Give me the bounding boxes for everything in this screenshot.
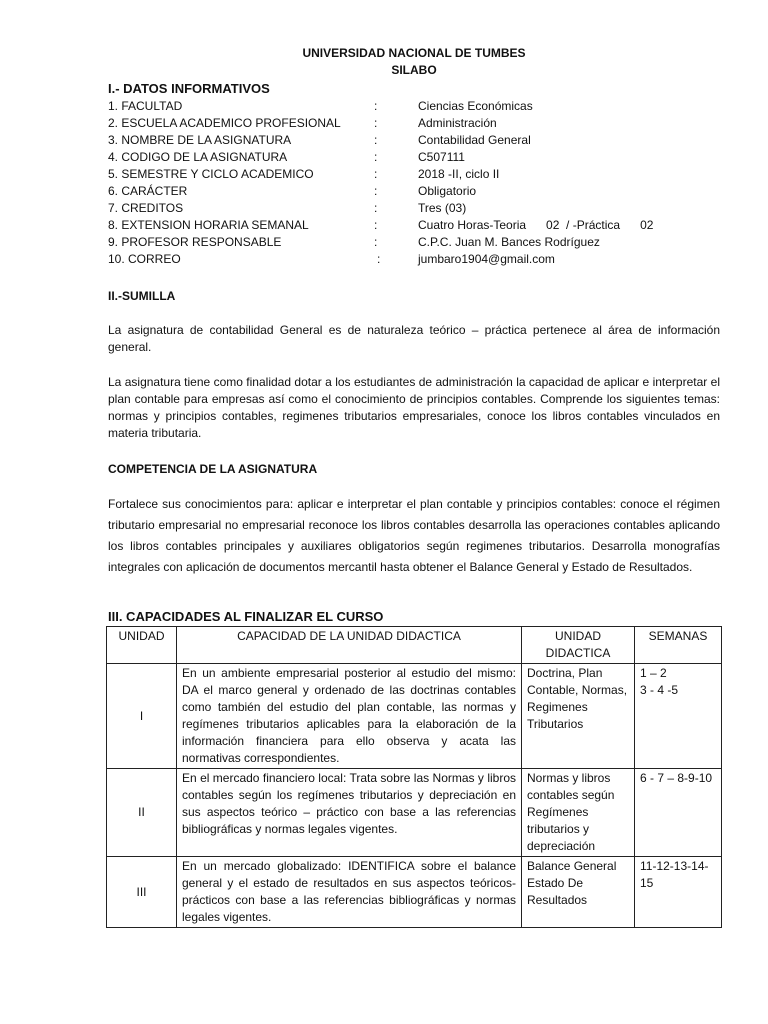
column-header-semanas: SEMANAS [635,627,722,664]
sumilla-paragraph-1: La asignatura de contabilidad General es de naturaleza teórico – práctica pertenece al área de información general. [108,323,720,354]
semanas-line: 11-12-13-14-15 [640,859,709,890]
info-separator: : [374,201,378,215]
info-label: 7. CREDITOS [108,201,184,215]
info-separator: : [374,184,378,198]
cell-capacidad: En un mercado globalizado: IDENTIFICA sobre el balance general y el estado de resultados en sus aspectos teóricos-prácticos con base a las referencias bibliográficas y normas legales vigentes. [177,857,522,928]
document-type: SILABO [391,63,437,77]
info-value: Ciencias Económicas [418,99,533,113]
info-value: Cuatro Horas-Teoria 02 / -Práctica 02 [418,218,654,232]
info-label: 3. NOMBRE DE LA ASIGNATURA [108,133,292,147]
info-value: Obligatorio [418,184,477,198]
info-separator: : [374,218,378,232]
info-label: 10. CORREO [108,252,181,266]
info-separator: : [377,252,381,266]
column-header-unidad-didactica: UNIDAD DIDACTICA [522,627,635,664]
cell-didactica: Doctrina, Plan Contable, Normas, Regimenes Tributarios [522,664,635,769]
competencia-heading: COMPETENCIA DE LA ASIGNATURA [108,462,318,476]
university-title: UNIVERSIDAD NACIONAL DE TUMBES [302,46,526,60]
column-header-unidad: UNIDAD [107,627,177,664]
semanas-line: 6 - 7 – 8-9-10 [640,771,713,785]
email-value: jumbaro1904@gmail.com [418,252,555,266]
cell-semanas [635,769,722,857]
competencia-text: Fortalece sus conocimientos para: aplicar e interpretar el plan contable y principios contables: conoce el régimen tributario empresarial no empresarial reconoce los libros contables desarrolla las operaciones contables aplicando los libros contables principales y auxiliares obligatorios según regimenes tributarios. Desarrolla monografías integrales con aplicación de documentos mercantil hasta obtener el Balance General y Estado de Resultados. [108,497,720,574]
cell-semanas [635,664,722,769]
capacidades-heading: III. CAPACIDADES AL FINALIZAR EL CURSO [108,609,384,624]
info-value: C.P.C. Juan M. Bances Rodríguez [418,235,600,249]
info-label: 9. PROFESOR RESPONSABLE [108,235,282,249]
info-separator: : [374,235,378,249]
info-separator: : [374,99,378,113]
table-row [107,857,722,928]
info-separator: : [374,133,378,147]
info-value: Contabilidad General [418,133,531,147]
table-row [107,769,722,857]
info-label: 2. ESCUELA ACADEMICO PROFESIONAL [108,116,341,130]
info-separator: : [374,116,378,130]
info-label: 8. EXTENSION HORARIA SEMANAL [108,218,309,232]
cell-didactica: Balance General Estado De Resultados [522,857,635,928]
cell-capacidad: En un ambiente empresarial posterior al estudio del mismo: DA el marco general y ordenado de las doctrinas contables como también del estudio del plan contable, las normas y regímenes tributarios aplicables para la elaboración de la información financiera para ello observa y acata las normativas correspondientes. [177,664,522,769]
datos-heading: I.- DATOS INFORMATIVOS [108,81,270,96]
cell-unidad: I [107,664,177,769]
info-separator: : [374,167,378,181]
table-header-row [107,627,722,664]
column-header-capacidad: CAPACIDAD DE LA UNIDAD DIDACTICA [177,627,522,664]
info-value: Tres (03) [418,201,467,215]
info-label: 1. FACULTAD [108,99,183,113]
cell-unidad: II [107,769,177,857]
semanas-line: 3 - 4 -5 [640,683,679,697]
cell-didactica: Normas y libros contables según Regímenes tributarios y depreciación [522,769,635,857]
sumilla-heading: II.-SUMILLA [108,289,176,303]
info-value: C507111 [418,150,465,164]
semanas-line: 1 – 2 [640,666,667,680]
info-separator: : [374,150,378,164]
info-value: Administración [418,116,497,130]
info-label: 6. CARÁCTER [108,184,188,198]
info-value: 2018 -II, ciclo II [418,167,500,181]
cell-unidad: III [107,857,177,928]
cell-semanas [635,857,722,928]
capacidades-table [106,626,722,928]
info-label: 5. SEMESTRE Y CICLO ACADEMICO [108,167,314,181]
sumilla-paragraph-2: La asignatura tiene como finalidad dotar a los estudiantes de administración la capacidad de aplicar e interpretar el plan contable para empresas así como el conocimiento de principios contables. Comprende los siguientes temas: normas y principios contables, regimenes tributarios empresariales, conoce los libros contables vinculados en materia tributaria. [108,375,720,440]
table-row [107,664,722,769]
cell-capacidad: En el mercado financiero local: Trata sobre las Normas y libros contables según los regímenes tributarios y depreciación en sus aspectos teórico – práctico con base a las referencias bibliográficas y normas legales vigentes. [177,769,522,857]
info-label: 4. CODIGO DE LA ASIGNATURA [108,150,288,164]
